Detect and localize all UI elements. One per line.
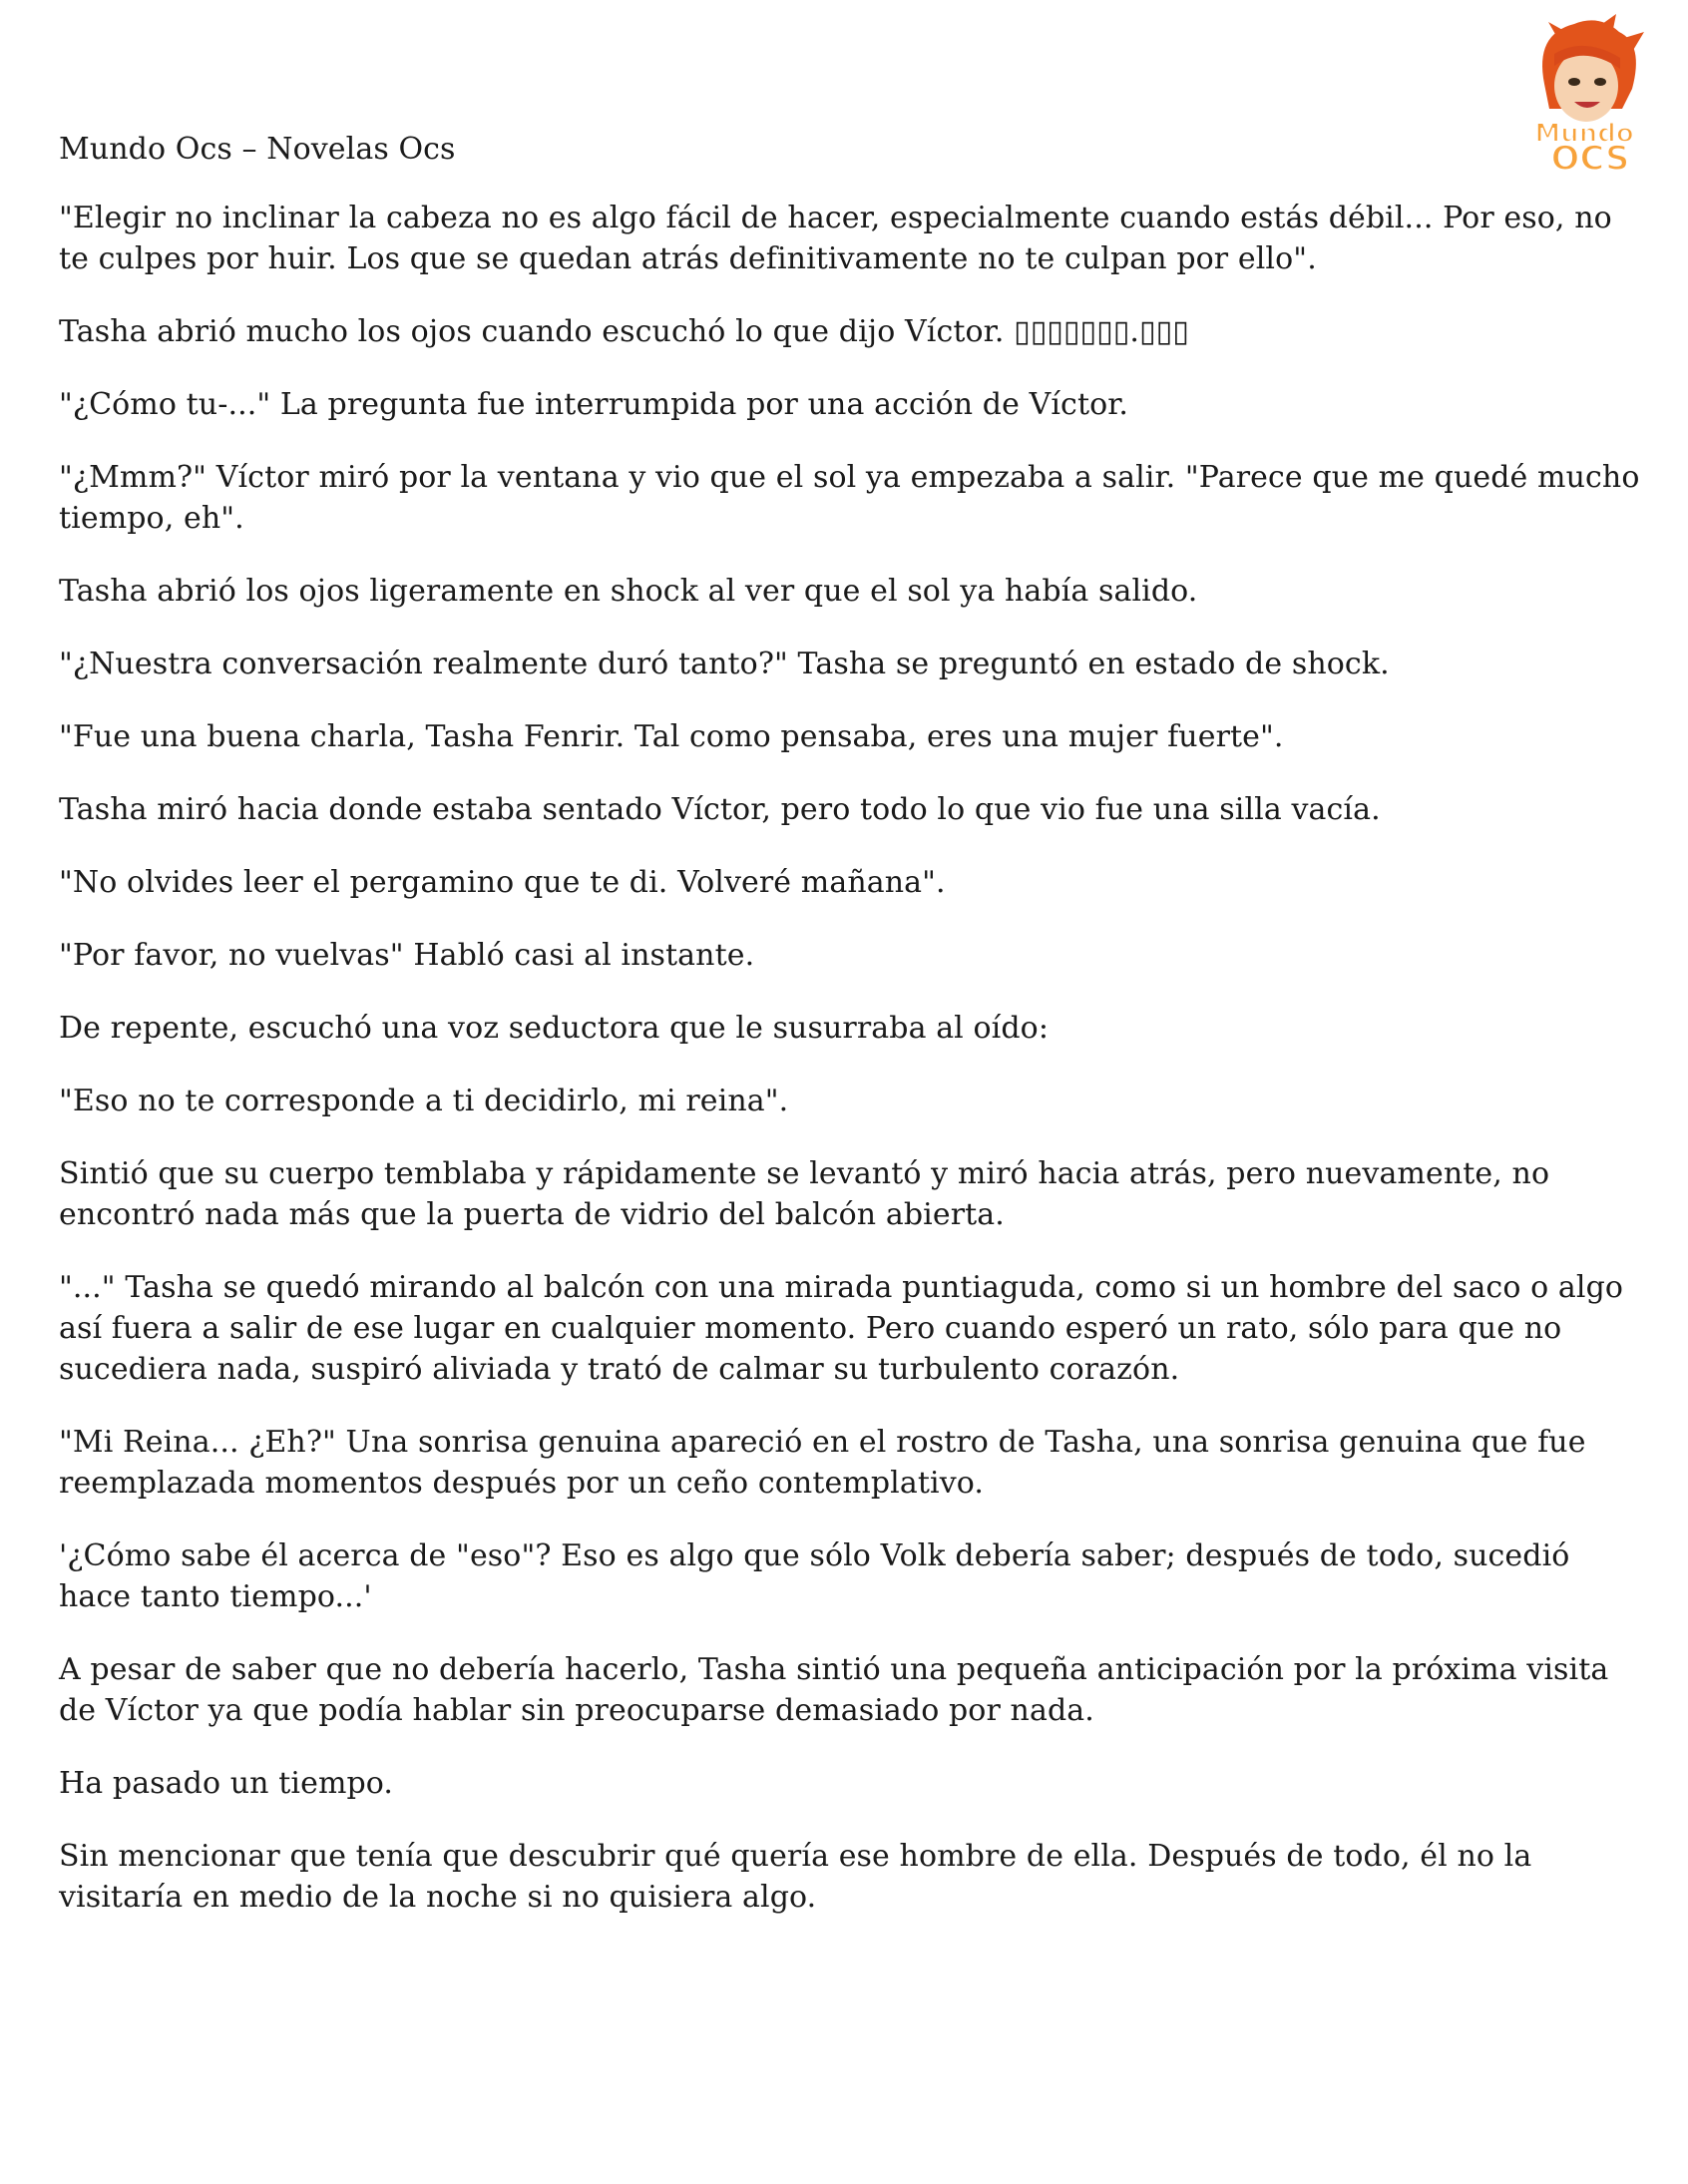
paragraph-7: "Fue una buena charla, Tasha Fenrir. Tal como pensaba, eres una mujer fuerte". <box>59 719 1284 754</box>
paragraph-6: "¿Nuestra conversación realmente duró tanto?" Tasha se preguntó en estado de shock. <box>59 647 1390 681</box>
document-page <box>59 128 1650 1950</box>
paragraph-8: Tasha miró hacia donde estaba sentado Víctor, pero todo lo que vio fue una silla vacía. <box>59 792 1381 827</box>
paragraph-9: "No olvides leer el pergamino que te di. Volveré mañana". <box>59 865 946 900</box>
paragraph-11: De repente, escuchó una voz seductora que le susurraba al oído: <box>59 1011 1050 1046</box>
paragraph-15: "Mi Reina... ¿Eh?" Una sonrisa genuina apareció en el rostro de Tasha, una sonrisa genuina que fue reemplazada momentos después por un ceño contemplativo. <box>59 1425 1586 1501</box>
logo-text-line2: OCS <box>1550 139 1630 174</box>
logo-text-line1: Mundo <box>1534 119 1634 149</box>
paragraph-19: Sin mencionar que tenía que descubrir qué quería ese hombre de ella. Después de todo, él no la visitaría en medio de la noche si no quisiera algo. <box>59 1839 1532 1915</box>
paragraph-16: '¿Cómo sabe él acerca de "eso"? Eso es algo que sólo Volk debería saber; después de todo, sucedió hace tanto tiempo...' <box>59 1538 1570 1614</box>
paragraph-2: Tasha abrió mucho los ojos cuando escuchó lo que dijo Víctor. ▯▯▯▯▯▯▯.▯▯▯ <box>59 314 1189 349</box>
document-header: Mundo Ocs – Novelas Ocs <box>59 132 456 167</box>
paragraph-1: "Elegir no inclinar la cabeza no es algo fácil de hacer, especialmente cuando estás débil... Por eso, no te culpes por huir. Los que se quedan atrás definitivamente no te culpan por ello". <box>59 201 1612 276</box>
paragraph-17: A pesar de saber que no debería hacerlo, Tasha sintió una pequeña anticipación por la próxima visita de Víctor ya que podía hablar sin preocuparse demasiado por nada. <box>59 1652 1609 1728</box>
paragraph-3: "¿Cómo tu-..." La pregunta fue interrumpida por una acción de Víctor. <box>59 387 1129 422</box>
paragraph-18: Ha pasado un tiempo. <box>59 1766 394 1801</box>
paragraph-5: Tasha abrió los ojos ligeramente en shock al ver que el sol ya había salido. <box>59 574 1198 609</box>
paragraph-10: "Por favor, no vuelvas" Habló casi al instante. <box>59 938 755 973</box>
paragraph-14: "..." Tasha se quedó mirando al balcón con una mirada puntiaguda, como si un hombre del saco o algo así fuera a salir de ese lugar en cualquier momento. Pero cuando esperó un rato, sólo para que no sucediera nada, suspiró aliviada y trató de calmar su turbulento corazón. <box>59 1270 1624 1387</box>
paragraph-13: Sintió que su cuerpo temblaba y rápidamente se levantó y miró hacia atrás, pero nuevamente, no encontró nada más que la puerta de vidrio del balcón abierta. <box>59 1156 1550 1232</box>
paragraph-12: "Eso no te corresponde a ti decidirlo, mi reina". <box>59 1084 789 1118</box>
paragraph-4: "¿Mmm?" Víctor miró por la ventana y vio que el sol ya empezaba a salir. "Parece que me quedé mucho tiempo, eh". <box>59 460 1640 536</box>
